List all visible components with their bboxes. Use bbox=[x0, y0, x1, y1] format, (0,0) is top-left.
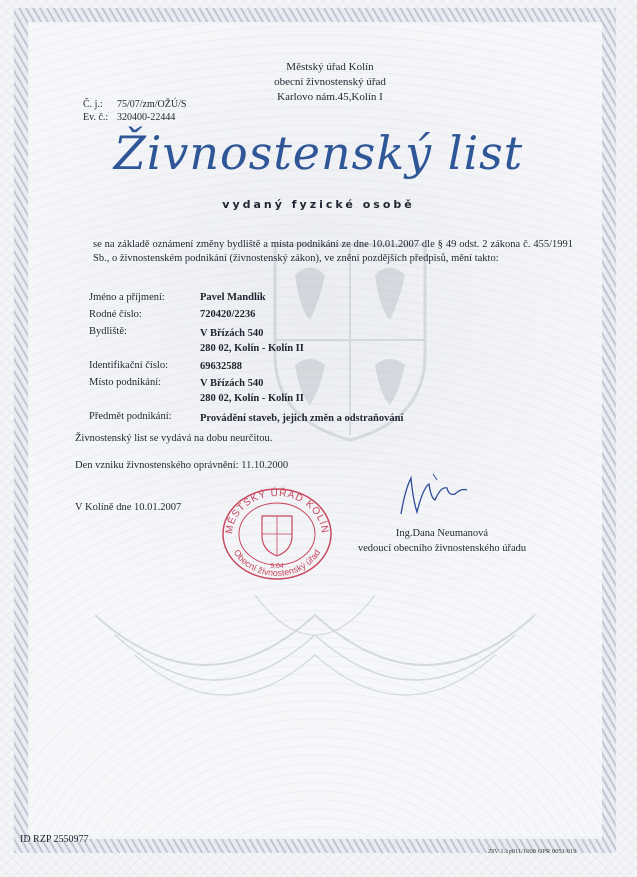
document-title: Živnostenský list bbox=[113, 126, 524, 180]
birth-number-value: 720420/2236 bbox=[200, 309, 256, 320]
id-number-label: Identifikační číslo: bbox=[89, 360, 169, 371]
issuing-office-header bbox=[230, 60, 430, 105]
official-stamp bbox=[218, 484, 336, 580]
form-code: ZIV 1.1p011/1008 OPR 0051/019 bbox=[488, 848, 577, 855]
office-name: Městský úřad Kolín bbox=[286, 61, 374, 73]
reference-number-value: 75/07/zm/OŽÚ/S bbox=[117, 99, 187, 110]
business-place-city: 280 02, Kolín - Kolín II bbox=[200, 393, 304, 404]
intro-paragraph: se na základě oznámení změny bydliště a místa podnikání ze dne 10.01.2007 dle § 49 odst. 2 zákona č. 455/1991 Sb., o živnostenském podnikání (živnostenský zákon), ve znění pozdějších předpisů, mění takto: bbox=[93, 239, 573, 264]
handwritten-signature bbox=[395, 470, 475, 520]
signatory-name: Ing.Dana Neumanová bbox=[395, 528, 489, 539]
business-place-street: V Břízách 540 bbox=[200, 378, 264, 389]
business-place-label: Místo podnikání: bbox=[89, 377, 162, 388]
place-and-date: V Kolíně dne 10.01.2007 bbox=[75, 502, 182, 513]
stamp-number: 9.04 bbox=[270, 563, 284, 570]
stamp-bottom-text: Obecní živnostenský úřad bbox=[231, 547, 323, 579]
office-address: Karlovo nám.45,Kolín I bbox=[277, 91, 383, 103]
business-subject-value: Provádění staveb, jejich změn a odstraňování bbox=[200, 413, 404, 424]
document-subtitle: vydaný fyzické osobě bbox=[222, 198, 415, 211]
signatory-block bbox=[342, 526, 542, 556]
registry-number-value: 320400-22444 bbox=[117, 112, 176, 123]
origin-date-statement: Den vzniku živnostenského oprávnění: 11.10.2000 bbox=[75, 460, 289, 471]
stamp-top-text: MĚSTSKÝ ÚŘAD KOLÍN bbox=[223, 487, 331, 535]
birth-number-label: Rodné číslo: bbox=[89, 309, 142, 320]
business-subject-label: Předmět podnikání: bbox=[89, 411, 172, 422]
residence-label: Bydliště: bbox=[89, 326, 127, 337]
reference-number bbox=[83, 99, 186, 110]
register-id: ID RZP 2550977 bbox=[20, 834, 89, 845]
residence-street: V Břízách 540 bbox=[200, 328, 264, 339]
name-label: Jméno a příjmení: bbox=[89, 292, 165, 303]
guilloche-ornament bbox=[95, 575, 535, 735]
registry-number-label: Ev. č.: bbox=[83, 112, 109, 123]
registry-number bbox=[83, 112, 175, 123]
reference-number-label: Č. j.: bbox=[83, 99, 103, 110]
validity-statement: Živnostenský list se vydává na dobu neurčitou. bbox=[75, 433, 273, 444]
name-value: Pavel Mandlík bbox=[200, 292, 266, 303]
signatory-role: vedoucí obecního živnostenského úřadu bbox=[357, 543, 527, 554]
residence-city: 280 02, Kolín - Kolín II bbox=[200, 343, 304, 354]
id-number-value: 69632588 bbox=[200, 361, 242, 372]
office-department: obecní živnostenský úřad bbox=[274, 76, 386, 88]
